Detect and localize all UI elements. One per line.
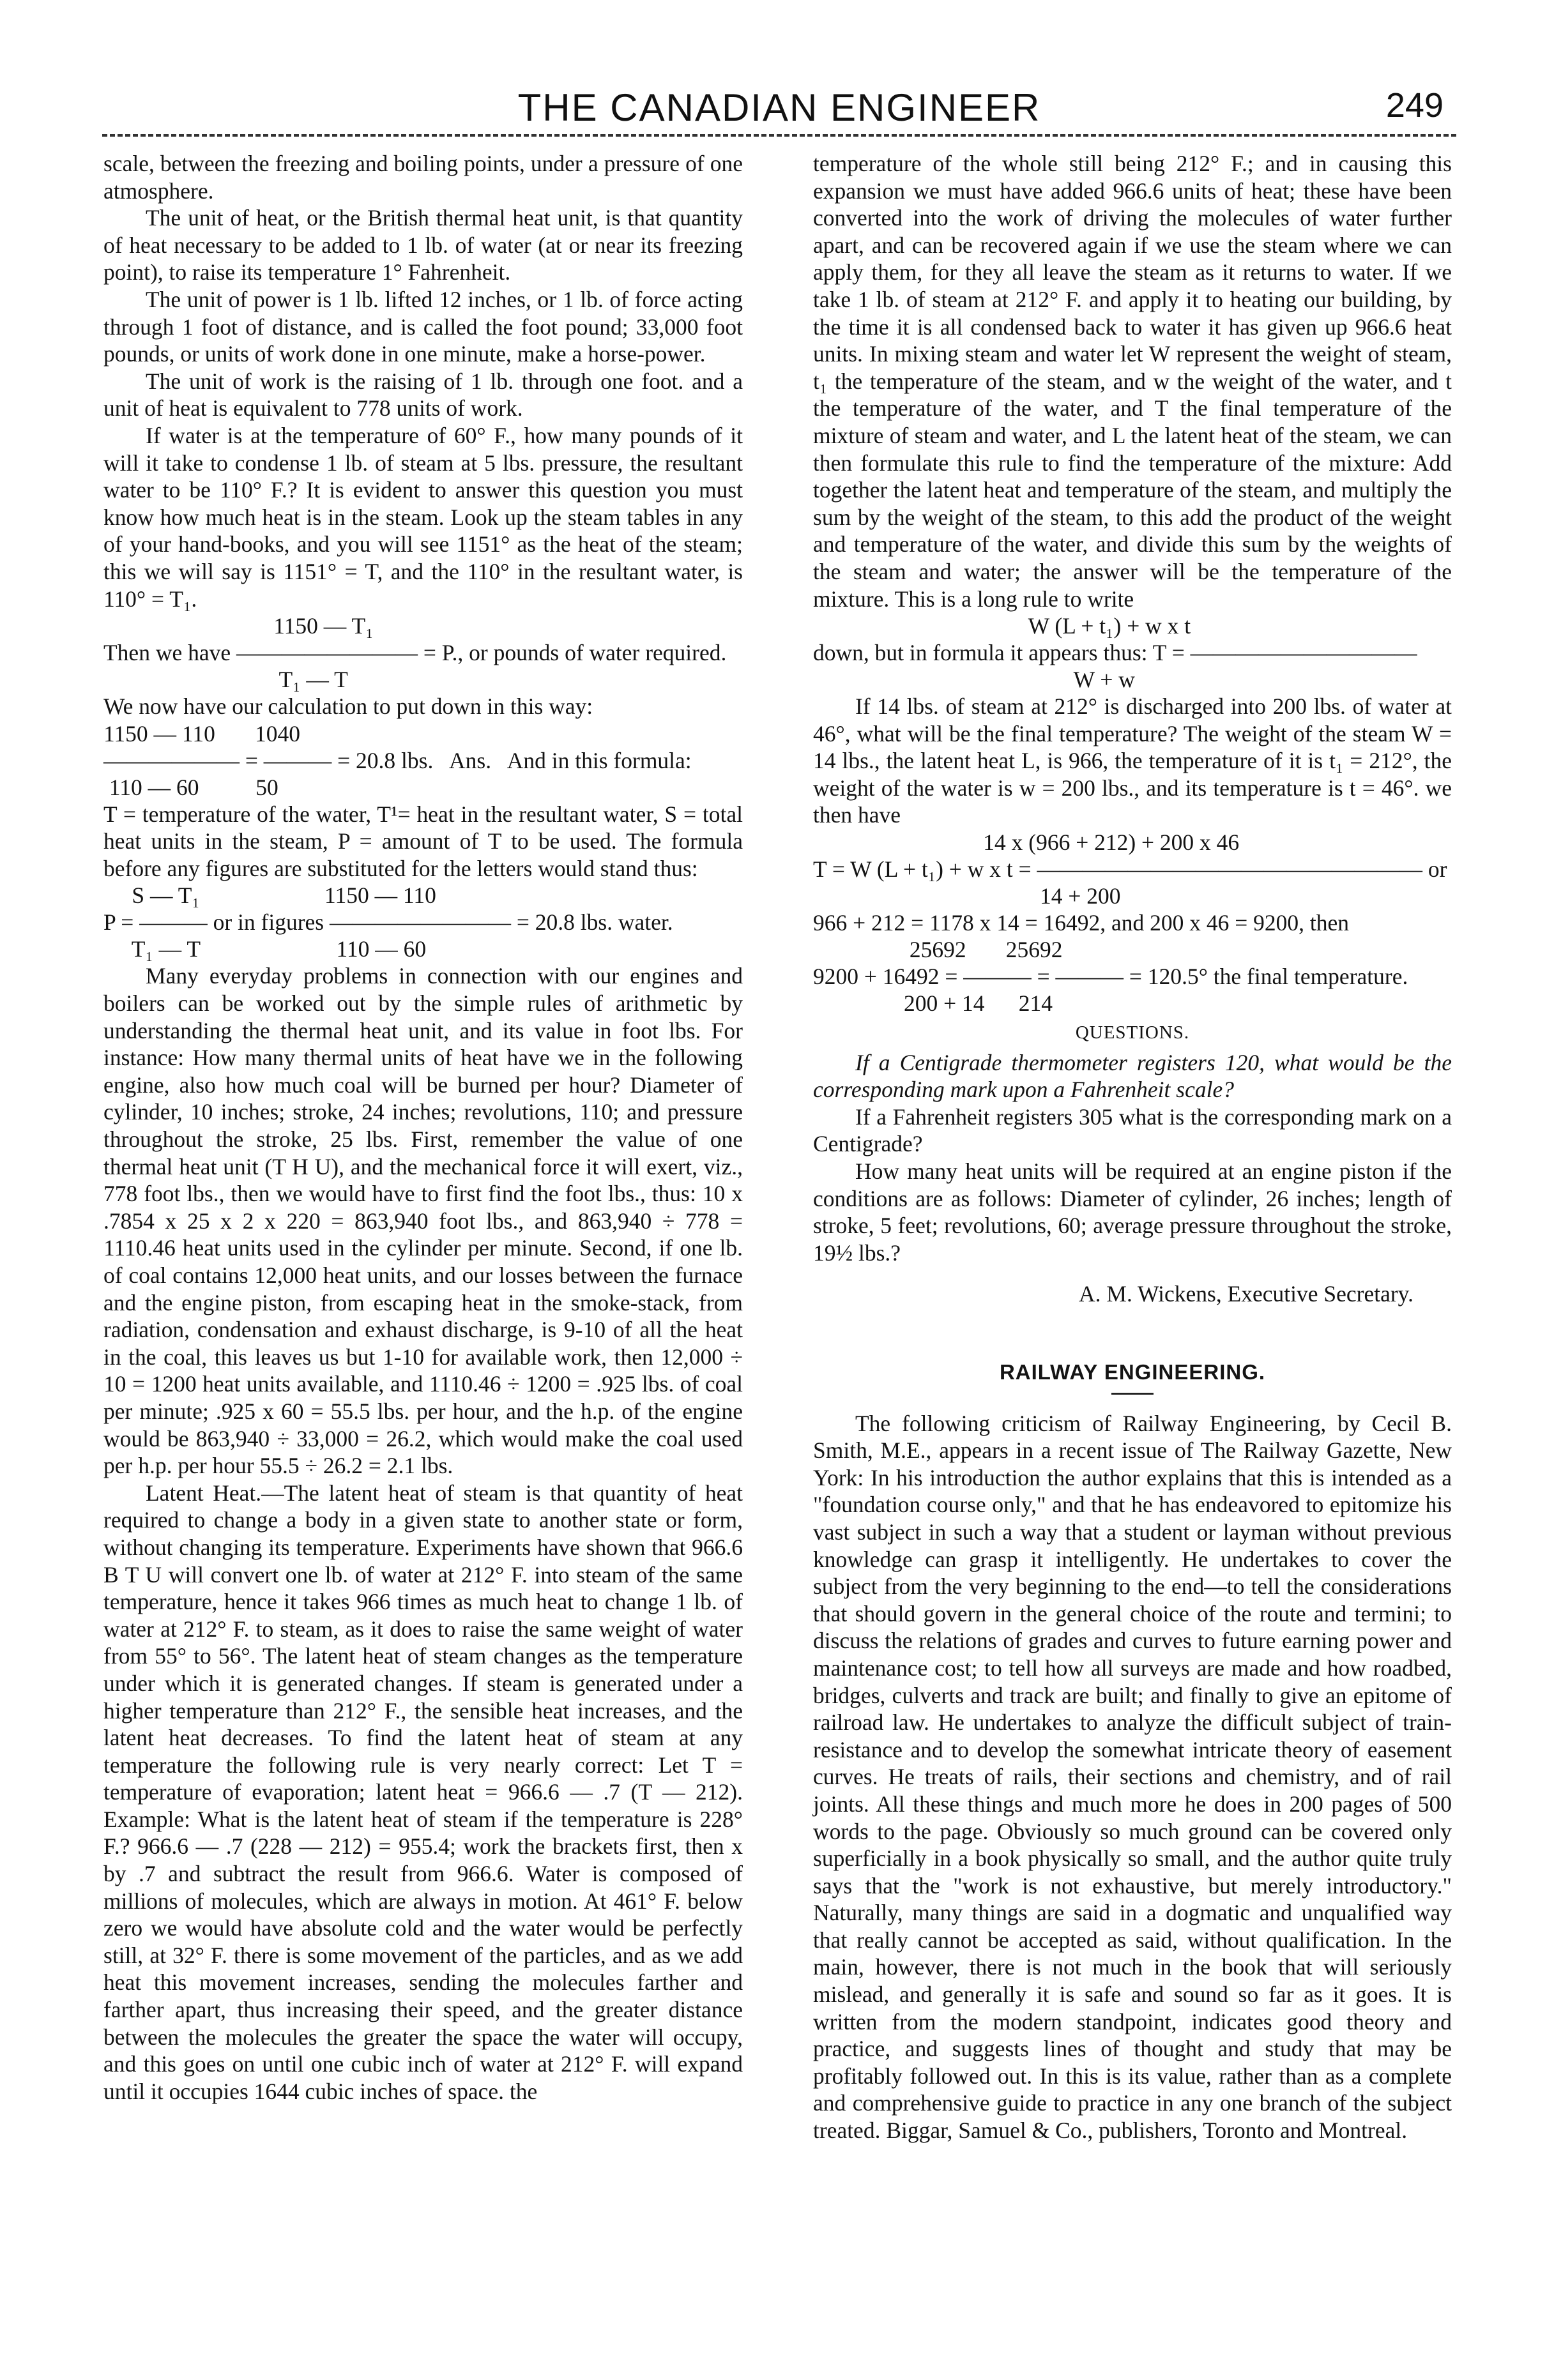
formula-denominator: T₁ — T 110 — 60 (103, 936, 427, 962)
paragraph: The following criticism of Railway Engineering, by Cecil B. Smith, M.E., appears in a recent issue of The Railway Gazette, New York: In his introduction the author explains that this is intended as a "foundation course only," and that he has endeavored to epitomize his vast subject in such a way that a student or layman without previous knowledge can grasp it intelligently. He undertakes to cover the subject from the very beginning to the end—to tell the considerations that should govern in the general choice of the route and termini; to discuss the relations of grades and curves to future earning power and maintenance cost; to tell how all surveys are made and how roadbed, bridges, culverts and track are built; and finally to give an epitome of railroad law. He undertakes to analyze the difficult subject of train-resistance and to develop the somewhat intricate theory of easement curves. He treats of rails, their sections and chemistry, and of rail joints. All these things and much more he does in 200 pages of 500 words to the page. Obviously so much ground can be covered only superficially in a book physically so small, and the author quite truly says that the "work is not exhaustive, but merely introductory." Naturally, many things are said in a dogmatic and unqualified way that really cannot be accepted as said, without qualification. In the main, however, there is not much in the book that will seriously mislead, and generally it is safe and sound so far as it goes. It is written from the modern standpoint, indicates good theory and practice, and suggests lines of thought and study that may be profitably followed out. In this is its value, rather than as a complete and comprehensive guide to practice in any one branch of the subject treated. Biggar, Samuel & Co., publishers, Toronto and Montreal. (813, 1410, 1452, 2144)
questions-heading: QUESTIONS. (1075, 1022, 1190, 1043)
paragraph: The unit of work is the raising of 1 lb. through one foot. and a unit of heat is equivalent to 778 units of work. (103, 368, 743, 421)
formula-denominator: 110 — 60 50 (103, 774, 278, 800)
paragraph: If water is at the temperature of 60° F., how many pounds of it will it take to condense 1 lb. of steam at 5 lbs. pressure, the resultant water to be 110° F.? It is evident to answer this question you must know how much heat is in the steam. Look up the steam tables in any of your hand-books, and you will see 1151° as the heat of the steam; this we will say is 1151° = T, and the 110° in the resultant water, is 110° = T₁. (103, 422, 743, 612)
page-header (102, 77, 1456, 128)
formula-numerator: 1150 — T₁ (103, 613, 374, 639)
paragraph: Many everyday problems in connection with our engines and boilers can be worked out by the simple rules of arithmetic by understanding the thermal heat unit, and its value in foot lbs. For instance: How many thermal units of heat have we in the following engine, also how much coal will be burned per hour? Diameter of cylinder, 10 inches; stroke, 24 inches; revolutions, 110; and pressure throughout the stroke, 25 lbs. First, remember the value of one thermal heat unit (T H U), and the mechanical force it will exert, viz., 778 foot lbs., then we would have to first find the foot lbs., thus: 10 x .7854 x 25 x 2 x 220 = 863,940 foot lbs., and 863,940 ÷ 778 = 1110.46 heat units used in the cylinder per minute. Second, if one lb. of coal contains 12,000 heat units, and our losses between the furnace and the engine piston, from escaping heat in the smoke-stack, from radiation, condensation and exhaust discharge, is 9-10 of all the heat in the coal, this leaves us but 1-10 for available work, then 12,000 ÷ 10 = 1200 heat units available, and 1110.46 ÷ 1200 = .925 lbs. of coal per minute; .925 x 60 = 55.5 lbs. per hour, and the h.p. of the engine would be 863,940 ÷ 33,000 = 26.2, which would make the coal used per h.p. per hour 55.5 ÷ 26.2 = 2.1 lbs. (103, 963, 743, 1479)
header-rule (102, 134, 1456, 137)
formula-line: Then we have ———————— = P., or pounds of water required. (103, 640, 727, 666)
section-heading: RAILWAY ENGINEERING. (999, 1360, 1266, 1384)
question: How many heat units will be required at an engine piston if the conditions are as follows: Diameter of cylinder, 26 inches; length of stroke, 5 feet; revolutions, 60; average pressure throughout the stroke, 19½ lbs.? (813, 1158, 1452, 1266)
publication-title: THE CANADIAN ENGINEER (517, 86, 1041, 129)
paragraph: scale, between the freezing and boiling points, under a pressure of one atmosphere. (103, 151, 743, 204)
formula-line: P = ——— or in figures ———————— = 20.8 lbs. water. (103, 909, 673, 936)
formula-numerator: S — T₁ 1150 — 110 (103, 883, 436, 909)
paragraph: T = temperature of the water, T¹= heat in the resultant water, S = total heat units in the steam, P = amount of T to be used. The formula before any figures are substituted for the letters would stand thus: (103, 801, 743, 881)
page-number: 249 (1385, 86, 1444, 125)
formula-numerator: 25692 25692 (813, 937, 1063, 963)
left-column (103, 150, 743, 2105)
formula-line: 9200 + 16492 = ——— = ——— = 120.5° the final temperature. (813, 964, 1408, 990)
formula-denominator: W + w (813, 667, 1135, 693)
paragraph: The unit of power is 1 lb. lifted 12 inches, or 1 lb. of force acting through 1 foot of distance, and is called the foot pound; 33,000 foot pounds, or units of work done in one minute, make a horse-power. (103, 286, 743, 367)
formula-line: 966 + 212 = 1178 x 14 = 16492, and 200 x 46 = 9200, then (813, 910, 1350, 936)
paragraph: The unit of heat, or the British thermal heat unit, is that quantity of heat necessary to be added to 1 lb. of water (at or near its freezing point), to raise its temperature 1° Fahrenheit. (103, 205, 743, 285)
paragraph: temperature of the whole still being 212° F.; and in causing this expansion we must have added 966.6 units of heat; these have been converted into the work of driving the molecules of water further apart, and can be recovered again if we use the steam where we can apply them, for they all leave the steam as it returns to water. If we take 1 lb. of steam at 212° F. and apply it to heating our building, by the time it is all condensed back to water it has given up 966.6 heat units. In mixing steam and water let W represent the weight of steam, t₁ the temperature of the steam, and w the weight of the water, and t the temperature of the water, and T the final temperature of the mixture of steam and water, and L the latent heat of the steam, we can then formulate this rule to find the temperature of the mixture: Add together the latent heat and temperature of the steam, and multiply the sum by the weight of the steam, to this add the product of the weight and temperature of the water, and divide this sum by the weights of the steam and water; the answer will be the temperature of the mixture. This is a long rule to write (813, 151, 1452, 612)
formula-line: —————— = ——— = 20.8 lbs. Ans. And in this formula: (103, 747, 692, 773)
formula-line: down, but in formula it appears thus: T = —————————— (813, 640, 1417, 666)
author-signature: A. M. Wickens, Executive Secretary. (1079, 1281, 1413, 1307)
paragraph: If 14 lbs. of steam at 212° is discharged into 200 lbs. of water at 46°, what will be the final temperature? The weight of the steam W = 14 lbs., the latent heat L, is 966, the temperature of it is t₁ = 212°, the weight of the water is w = 200 lbs., and its temperature is t = 46°. we then have (813, 694, 1452, 828)
formula-numerator: W (L + t₁) + w x t (813, 613, 1191, 639)
formula-denominator: T₁ — T (103, 667, 348, 693)
section-divider (1111, 1393, 1154, 1395)
formula-line: T = W (L + t₁) + w x t = ————————————————— or (813, 856, 1447, 883)
paragraph: Latent Heat.—The latent heat of steam is that quantity of heat required to change a body in a given state to another state or form, without changing its temperature. Experiments have shown that 966.6 B T U will convert one lb. of water at 212° F. into steam of the same temperature, hence it takes 966 times as much heat to change 1 lb. of water at 212° F. to steam, as it does to raise the same weight of water from 55° to 56°. The latent heat of steam changes as the temperature under which it is generated changes. If steam is generated under a higher temperature than 212° F., the sensible heat increases, and the latent heat decreases. To find the latent heat of steam at any temperature the following rule is very nearly correct: Let T = temperature of evaporation; latent heat = 966.6 — .7 (T — 212). Example: What is the latent heat of steam if the temperature is 228° F.? 966.6 — .7 (228 — 212) = 955.4; work the brackets first, then x by .7 and subtract the result from 966.6. Water is composed of millions of molecules, which are always in motion. At 461° F. below zero we would have absolute cold and the water would be perfectly still, at 32° F. there is some movement of the particles, and as we add heat this movement increases, sending the molecules farther and farther apart, thus increasing their speed, and the greater distance between the molecules the greater the space the water will occupy, and this goes on until one cubic inch of water at 212° F. will expand until it occupies 1644 cubic inches of space. the (103, 1480, 743, 2104)
question: If a Centigrade thermometer registers 120, what would be the corresponding mark upon a Fahrenheit scale? (813, 1049, 1452, 1103)
right-column (813, 150, 1452, 2144)
formula-denominator: 14 + 200 (813, 883, 1121, 909)
paragraph: We now have our calculation to put down in this way: (103, 694, 593, 720)
formula-numerator: 1150 — 110 1040 (103, 720, 300, 747)
question: If a Fahrenheit registers 305 what is the corresponding mark on a Centigrade? (813, 1103, 1452, 1157)
formula-denominator: 200 + 14 214 (813, 990, 1053, 1017)
formula-numerator: 14 x (966 + 212) + 200 x 46 (813, 830, 1240, 856)
